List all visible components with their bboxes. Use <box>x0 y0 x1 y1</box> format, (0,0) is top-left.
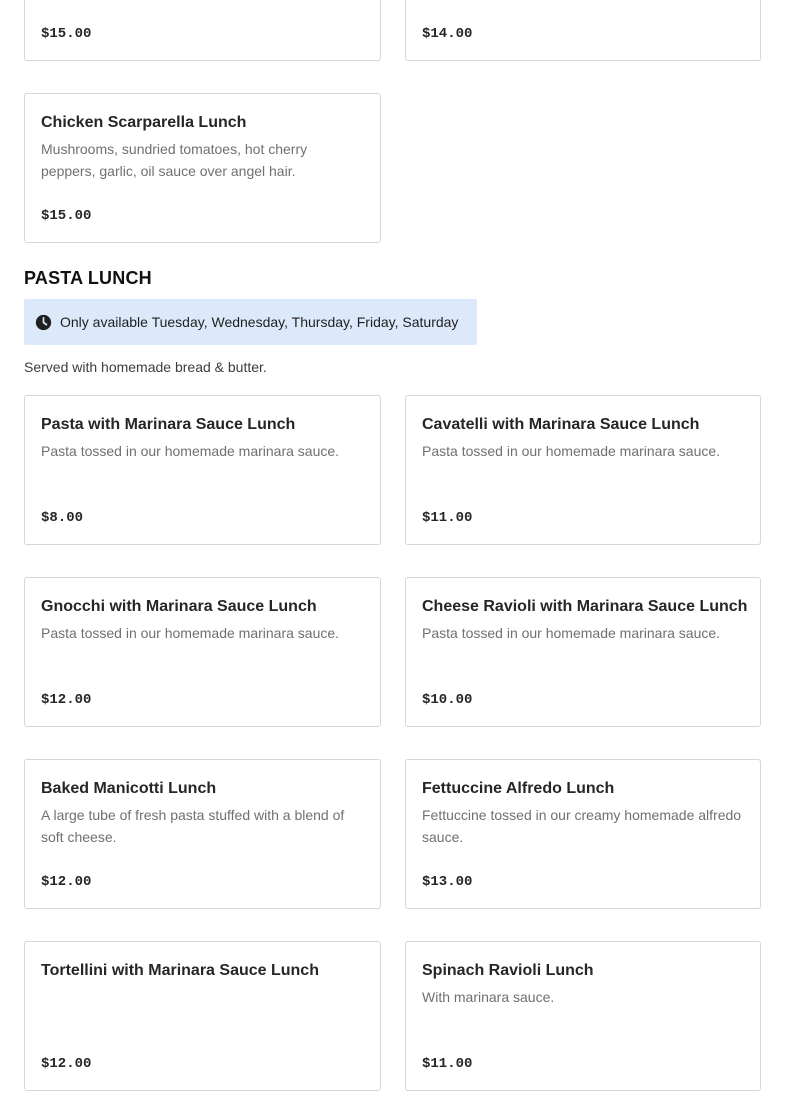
item-price: $12.00 <box>41 692 92 708</box>
menu-item-card[interactable] <box>24 759 381 909</box>
item-name: Gnocchi with Marinara Sauce Lunch <box>41 598 317 615</box>
item-description: Fettuccine tossed in our creamy homemade alfredo sauce. <box>422 807 742 845</box>
item-price: $14.00 <box>422 26 473 42</box>
availability-text: Only available Tuesday, Wednesday, Thursday, Friday, Saturday <box>60 314 459 330</box>
item-description: With marinara sauce. <box>422 989 555 1005</box>
item-price: $12.00 <box>41 1056 92 1072</box>
item-price: $8.00 <box>41 510 84 526</box>
item-name: Pasta with Marinara Sauce Lunch <box>41 416 296 433</box>
menu-item-card[interactable] <box>405 0 761 61</box>
item-name: Cheese Ravioli with Marinara Sauce Lunch <box>422 598 748 615</box>
item-name: Cavatelli with Marinara Sauce Lunch <box>422 416 700 433</box>
menu-item-card[interactable] <box>405 759 761 909</box>
item-description: Pasta tossed in our homemade marinara sauce. <box>41 625 340 641</box>
item-price: $10.00 <box>422 692 473 708</box>
item-description: A large tube of fresh pasta stuffed with a blend of soft cheese. <box>41 807 345 845</box>
item-price: $11.00 <box>422 1056 473 1072</box>
item-description: Pasta tossed in our homemade marinara sauce. <box>41 443 340 459</box>
item-name: Tortellini with Marinara Sauce Lunch <box>41 962 319 979</box>
menu-item-card[interactable] <box>24 941 381 1091</box>
item-price: $15.00 <box>41 208 92 224</box>
menu-item-card[interactable] <box>405 577 761 727</box>
menu-item-card[interactable] <box>24 577 381 727</box>
item-description: Pasta tossed in our homemade marinara sauce. <box>422 443 721 459</box>
item-name: Fettuccine Alfredo Lunch <box>422 780 615 797</box>
item-price: $12.00 <box>41 874 92 890</box>
section-title: PASTA LUNCH <box>24 268 152 288</box>
item-price: $13.00 <box>422 874 473 890</box>
clock-icon <box>35 314 52 331</box>
item-price: $11.00 <box>422 510 473 526</box>
item-price: $15.00 <box>41 26 92 42</box>
menu-item-card[interactable] <box>405 941 761 1091</box>
item-name: Baked Manicotti Lunch <box>41 780 217 797</box>
menu-item-card[interactable] <box>24 395 381 545</box>
section-note: Served with homemade bread & butter. <box>24 359 267 375</box>
menu-item-card[interactable] <box>24 0 381 61</box>
item-name: Spinach Ravioli Lunch <box>422 962 594 979</box>
item-name: Chicken Scarparella Lunch <box>41 114 247 131</box>
availability-banner <box>24 299 477 345</box>
menu-item-card[interactable] <box>24 93 381 243</box>
menu-item-card[interactable] <box>405 395 761 545</box>
item-description: Pasta tossed in our homemade marinara sauce. <box>422 625 721 641</box>
item-description: Mushrooms, sundried tomatoes, hot cherry peppers, garlic, oil sauce over angel hair. <box>41 141 308 179</box>
